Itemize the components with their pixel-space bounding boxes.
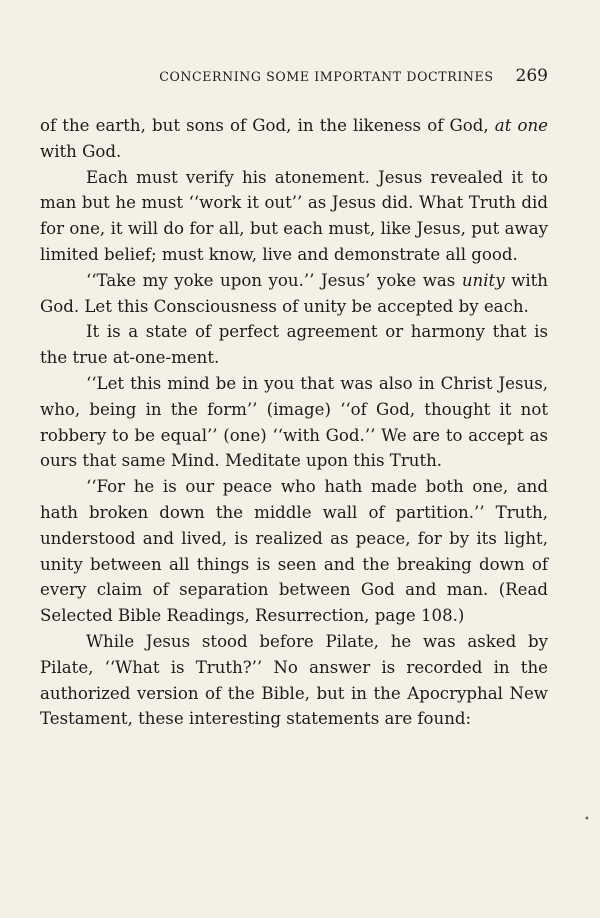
print-speck: • [584,814,590,825]
body-text [40,113,548,732]
paragraph-4: It is a state of perfect agreement or harmony that is the true at-one-ment. [40,322,548,368]
page-number: 269 [515,66,548,86]
paragraph-7: While Jesus stood before Pilate, he was asked by Pilate, ‘‘What is Truth?’’ No answer is recorded in the authorized version of the Bible, but in the Apocryphal New Testament, these interesting statements are found: [40,631,548,729]
running-title: CONCERNING SOME IMPORTANT DOCTRINES [159,69,494,84]
emphasis-at-one: at one [494,116,549,135]
emphasis-unity: unity [461,270,505,290]
paragraph-1: of the earth, but sons of God, in the likeness of God, at one with God. [40,116,549,161]
running-head [40,66,548,86]
paragraph-6: ‘‘For he is our peace who hath made both one, and hath broken down the middle wall of partition.’’ Truth, understood and lived, is realized as peace, for by its light, unity between all things is seen and the breaking down of every claim of separation between God and man. (Read Selected Bible Readings, Resurrection, page 108.) [40,477,548,626]
paragraph-3: ‘‘Take my yoke upon you.’’ Jesus’ yoke was unity with God. Let this Consciousness of unity be accepted by each. [40,270,548,316]
paragraph-2: Each must verify his atonement. Jesus revealed it to man but he must ‘‘work it out’’ as Jesus did. What Truth did for one, it will do for all, but each must, like Jesus, put away limited belief; must know, live and demonstrate all good. [40,167,548,264]
paragraph-5: ‘‘Let this mind be in you that was also in Christ Jesus, who, being in the form’’ (image) ‘‘of God, thought it not robbery to be equal’’ (one) ‘‘with God.’’ We are to accept as ours that same Mind. Meditate upon this Truth. [40,373,548,471]
